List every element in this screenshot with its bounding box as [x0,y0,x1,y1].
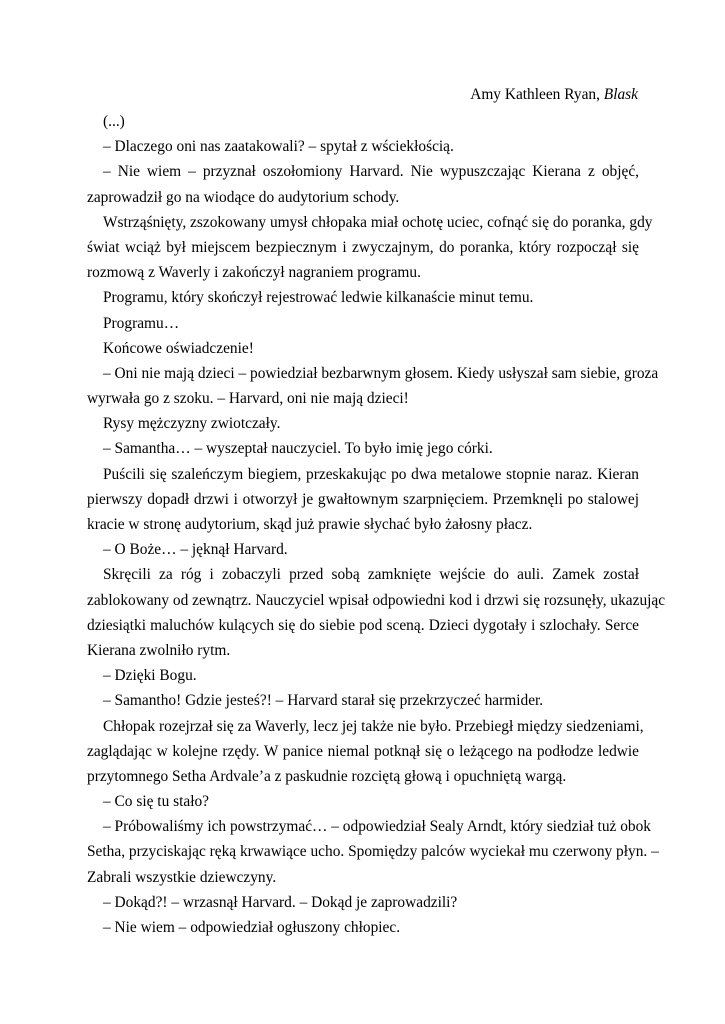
text-line: Puścili się szaleńczym biegiem, przeskakując po dwa metalowe stopnie naraz. Kieran [103,465,639,483]
text-line: Setha, przyciskając ręką krwawiące ucho. Spomiędzy palców wyciekał mu czerwony płyn. – [87,843,659,861]
excerpt-body [87,109,666,940]
text-line: Końcowe oświadczenie! [103,339,254,357]
text-line: Zabrali wszystkie dziewczyny. [87,868,277,886]
text-line: pierwszy dopadł drzwi i otworzył je gwałtownym szarpnięciem. Przemknęli po stalowej [87,490,639,508]
text-line: Chłopak rozejrzał się za Waverly, lecz jej także nie było. Przebiegł między siedzeniami, [103,717,644,735]
text-line: rozmową z Waverly i zakończył nagraniem programu. [87,264,421,282]
text-line: zaprowadził go na wiodące do audytorium schody. [87,188,400,206]
text-line: (...) [103,113,125,130]
text-line: – O Boże… – jęknął Harvard. [103,541,288,559]
text-line: Wstrząśnięty, zszokowany umysł chłopaka miał ochotę uciec, cofnąć się do poranka, gdy [103,213,653,231]
header-book-title: Blask [603,86,638,103]
text-line: Rysy mężczyzny zwiotczały. [103,415,281,433]
text-line: – Nie wiem – odpowiedział ogłuszony chłopiec. [103,919,401,936]
text-line: Kierana zwolniło rytm. [87,641,231,659]
text-line: – Dokąd?! – wrzasnął Harvard. – Dokąd je zaprowadzili? [103,893,458,911]
text-line: – Próbowaliśmy ich powstrzymać… – odpowiedział Sealy Arndt, który siedział tuż obok [103,818,651,836]
text-line: – Dlaczego oni nas zaatakowali? – spytał z wściekłością. [103,138,454,156]
text-line: świat wciąż był miejscem bezpiecznym i zwyczajnym, do poranka, który rozpoczął się [87,238,639,256]
text-line: – Oni nie mają dzieci – powiedział bezbarwnym głosem. Kiedy usłyszał sam siebie, groza [103,364,659,382]
text-line: – Samantha… – wyszeptał nauczyciel. To było imię jego córki. [103,440,493,458]
text-line: Programu… [103,314,180,332]
text-line: dziesiątki maluchów kulących się do siebie pod sceną. Dzieci dygotały i szlochały. Serce [87,616,639,634]
header-author: Amy Kathleen Ryan, [470,86,604,103]
text-line: zaglądając w kolejne rzędy. W panice niemal potknął się o leżącego na podłodze ledwie [87,742,639,760]
text-line: wyrwała go z szoku. – Harvard, oni nie mają dzieci! [87,390,409,408]
text-line: Programu, który skończył rejestrować ledwie kilkanaście minut temu. [103,289,534,307]
page-header [470,85,638,105]
text-line: – Co się tu stało? [103,793,210,811]
text-line: zablokowany od zewnątrz. Nauczyciel wpisał odpowiedni kod i drzwi się rozsunęły, ukazując [87,591,666,609]
text-line: – Dzięki Bogu. [103,667,197,685]
text-line: – Nie wiem – przyznał oszołomiony Harvard. Nie wypuszczając Kierana z objęć, [103,163,639,181]
text-line: – Samantho! Gdzie jesteś?! – Harvard starał się przekrzyczeć harmider. [103,692,544,710]
text-line: kracie w stronę audytorium, skąd już prawie słychać było żałosny płacz. [87,516,533,533]
text-line: przytomnego Setha Ardvale’a z paskudnie rozciętą głową i opuchniętą wargą. [87,767,567,785]
text-line: Skręcili za róg i zobaczyli przed sobą zamknięte wejście do auli. Zamek został [103,566,639,584]
